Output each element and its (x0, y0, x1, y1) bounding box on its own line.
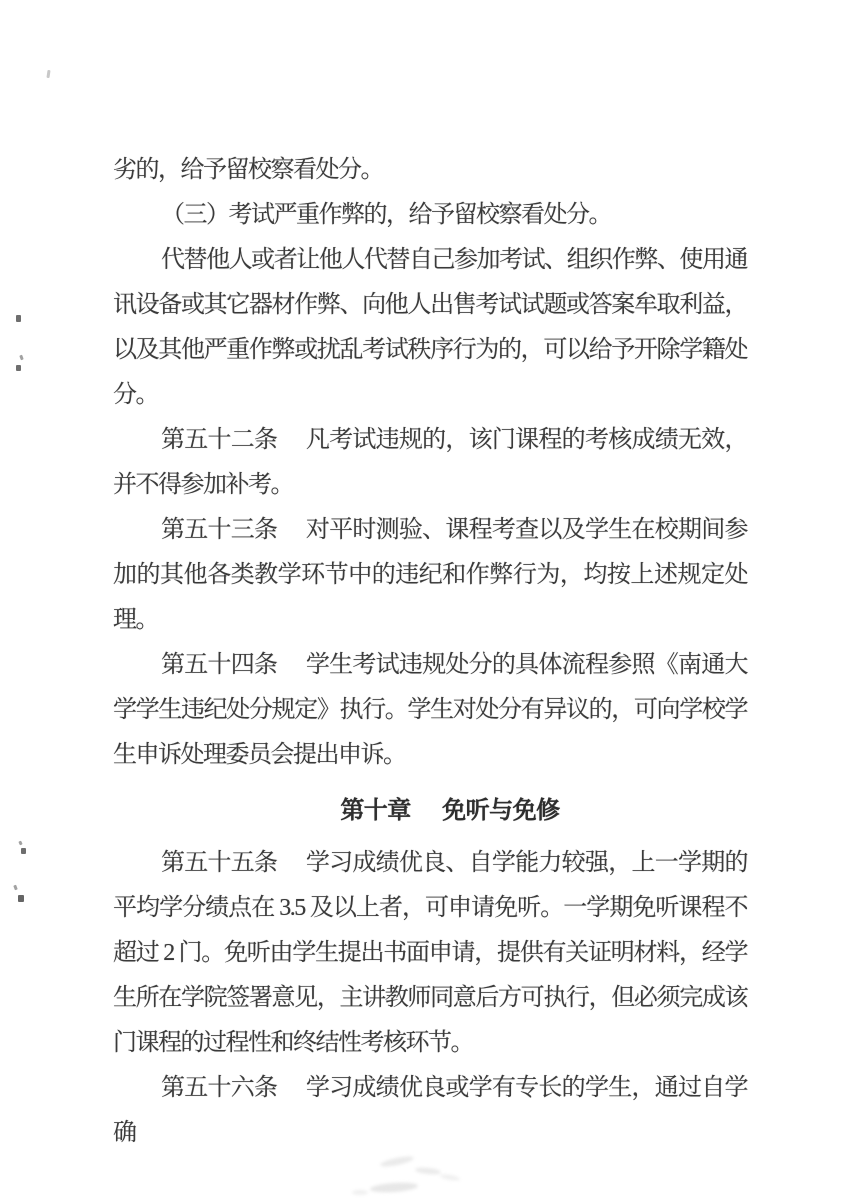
chapter-heading: 第十章 免听与免修 (340, 796, 560, 824)
scan-smudge (415, 1167, 441, 1176)
paragraph: 代替他人或者让他人代替自己参加考试、组织作弊、使用通讯设备或其它器材作弊、向他人出售考试试题或答案牟取利益，以及其他严重作弊或扰乱考试秩序行为的，可以给予开除学籍处分。 (113, 247, 747, 408)
scan-speck (18, 841, 22, 846)
scan-smudge (440, 1173, 461, 1181)
scan-speck (19, 355, 24, 361)
scan-smudge (352, 1190, 368, 1195)
scan-smudge (380, 1155, 415, 1169)
scan-speck (13, 885, 18, 891)
paragraph-article-53: 第五十三条 对平时测验、课程考查以及学生在校期间参加的其他各类教学环节中的违纪和作弊行为，均按上述规定处理。 (113, 517, 747, 633)
scan-speck (16, 315, 21, 322)
document-text-block (113, 148, 747, 1156)
paragraph: 劣的，给予留校察看处分。 (113, 157, 383, 183)
scan-speck (18, 895, 24, 902)
paragraph-article-55: 第五十五条 学习成绩优良、自学能力较强，上一学期的平均学分绩点在 3.5 及以上者，可申请免听。一学期免听课程不超过 2 门。免听由学生提出书面申请，提供有关证明材料，经学生所在学院签署意见，主讲教师同意后方可执行，但必须完成该门课程的过程性和终结性考核环节。 (113, 850, 747, 1056)
scan-speck (16, 365, 21, 371)
paragraph-article-52: 第五十二条 凡考试违规的，该门课程的考核成绩无效，并不得参加补考。 (113, 427, 747, 498)
paragraph-article-54: 第五十四条 学生考试违规处分的具体流程参照《南通大学学生违纪处分规定》执行。学生对处分有异议的，可向学校学生申诉处理委员会提出申诉。 (113, 652, 747, 768)
paragraph-article-56: 第五十六条 学习成绩优良或学有专长的学生，通过自学确 (113, 1075, 747, 1146)
scan-speck (21, 848, 26, 854)
scan-smudge (370, 1181, 419, 1193)
scan-speck (46, 70, 50, 78)
paragraph: （三）考试严重作弊的，给予留校察看处分。 (161, 202, 611, 228)
